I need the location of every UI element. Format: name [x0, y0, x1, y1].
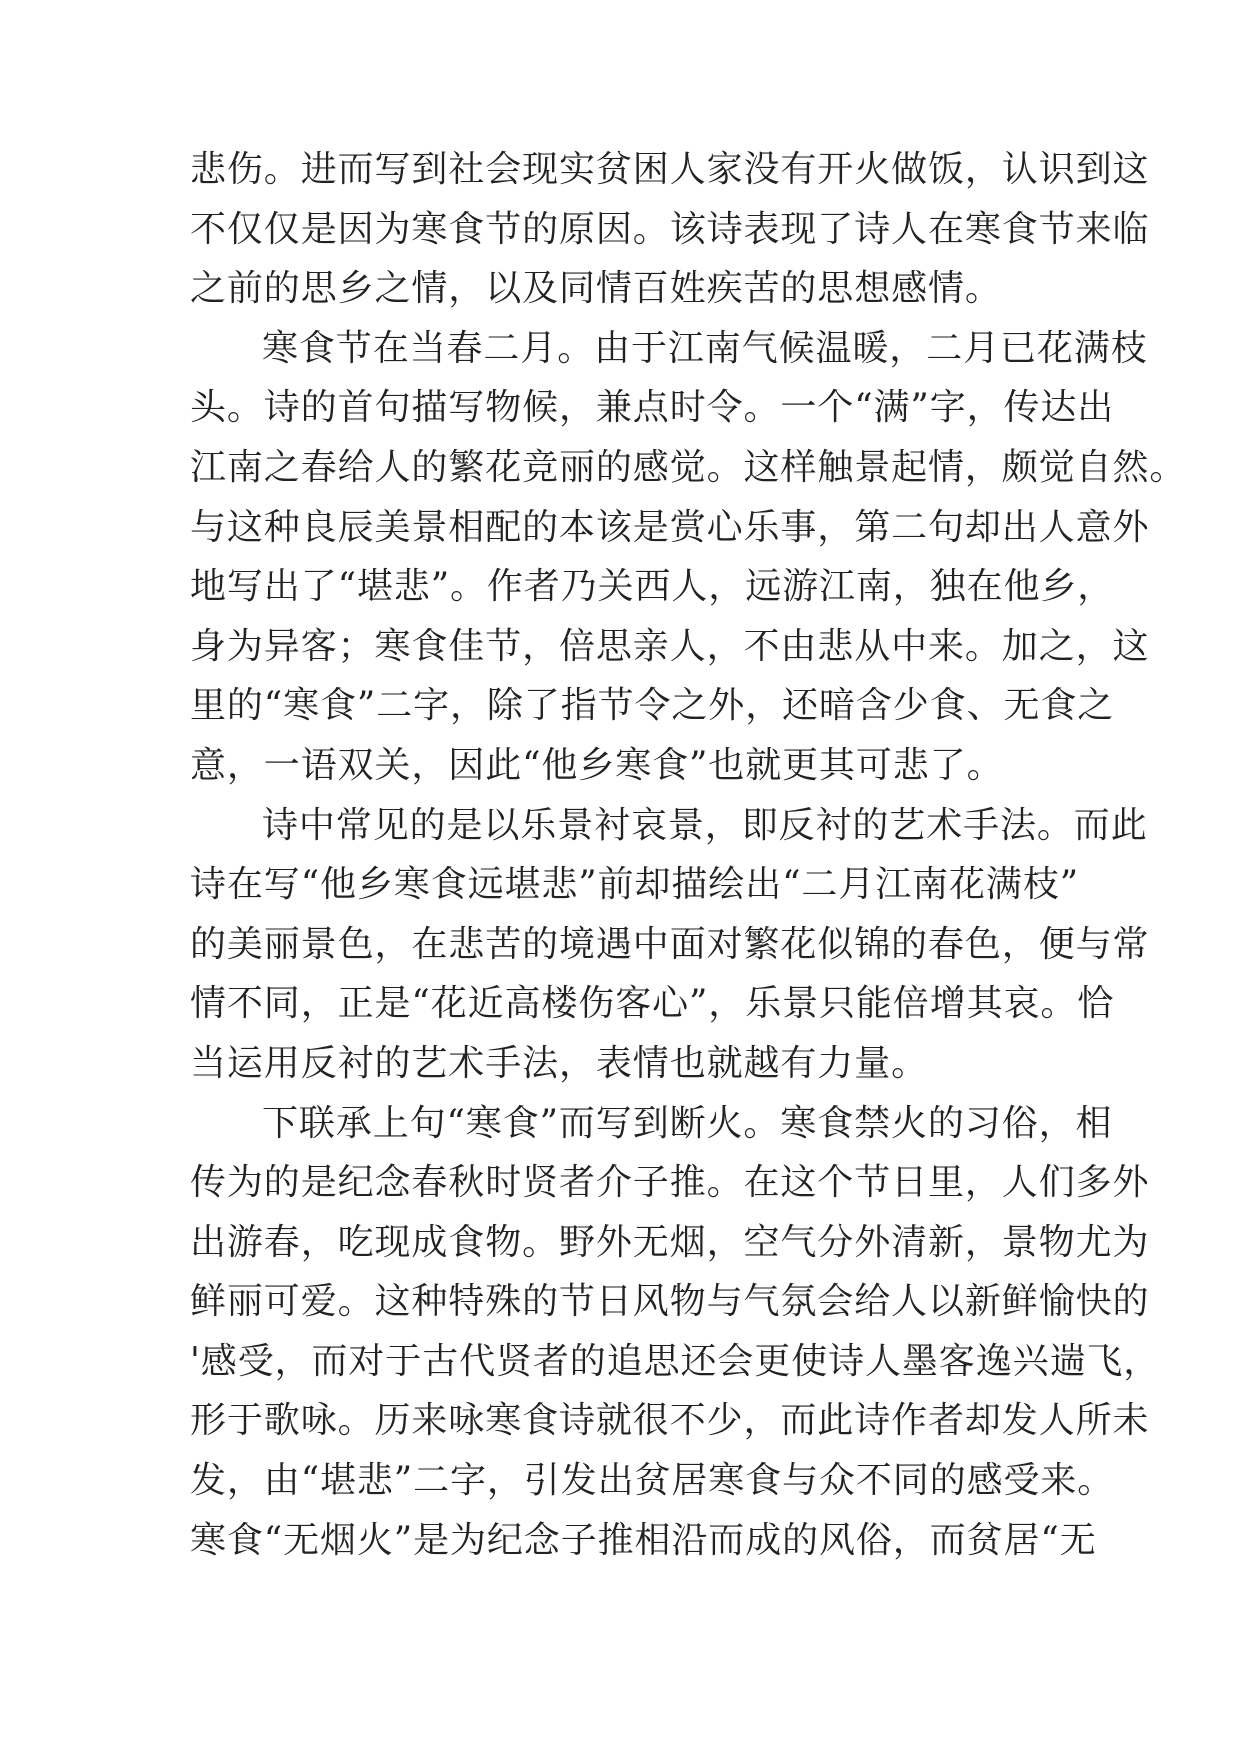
text-line: 悲伤。进而写到社会现实贫困人家没有开火做饭，认识到这: [190, 149, 1150, 190]
text-line: 与这种良辰美景相配的本该是赏心乐事，第二句却出人意外: [190, 506, 1150, 548]
text-line: 不仅仅是因为寒食节的原因。该诗表现了诗人在寒食节来临: [190, 208, 1150, 250]
text-line: 的美丽景色，在悲苦的境遇中面对繁花似锦的春色，便与常: [190, 923, 1150, 965]
text-line: 里的“寒食”二字，除了指节令之外，还暗含少食、无食之: [190, 685, 1115, 727]
text-line: 寒食“无烟火”是为纪念子推相沿而成的风俗，而贫居“无: [190, 1519, 1097, 1561]
paragraph-2: [190, 319, 1187, 796]
text-line: 诗在写“他乡寒食远堪悲”前却描绘出“二月江南花满枝”: [190, 864, 1080, 906]
text-line: 江南之春给人的繁花竞丽的感觉。这样触景起情，颇觉自然。: [190, 446, 1187, 488]
text-line: '感受，而对于古代贤者的追思还会更使诗人墨客逸兴遄飞，: [190, 1340, 1161, 1382]
text-line: 头。诗的首句描写物候，兼点时令。一个“满”字，传达出: [190, 387, 1115, 429]
text-line: 下联承上句“寒食”而写到断火。寒食禁火的习俗，相: [262, 1102, 1113, 1144]
paragraph-3: [190, 796, 1150, 1094]
paragraph-4: [190, 1094, 1161, 1571]
text-line: 当运用反衬的艺术手法，表情也就越有力量。: [190, 1042, 929, 1084]
text-line: 发，由“堪悲”二字，引发出贫居寒食与众不同的感受来。: [190, 1460, 1115, 1502]
text-line: 寒食节在当春二月。由于江南气候温暖，二月已花满枝: [262, 327, 1148, 369]
text-line: 地写出了“堪悲”。作者乃关西人，远游江南，独在他乡，: [190, 566, 1115, 608]
text-line: 传为的是纪念春秋时贤者介子推。在这个节日里，人们多外: [190, 1162, 1150, 1204]
text-line: 情不同，正是“花近高楼伤客心”，乐景只能倍增其哀。恰: [190, 983, 1115, 1025]
text-line: 身为异客；寒食佳节，倍思亲人，不由悲从中来。加之，这: [190, 625, 1150, 667]
body-text: [190, 140, 1187, 1570]
text-line: 诗中常见的是以乐景衬哀景，即反衬的艺术手法。而此: [262, 804, 1148, 846]
text-line: 鲜丽可爱。这种特殊的节日风物与气氛会给人以新鲜愉快的: [190, 1281, 1150, 1323]
text-line: 出游春，吃现成食物。野外无烟，空气分外清新，景物尤为: [190, 1221, 1150, 1263]
text-line: 意，一语双关，因此“他乡寒食”也就更其可悲了。: [190, 744, 1004, 786]
text-line: 之前的思乡之情，以及同情百姓疾苦的思想感情。: [190, 268, 1002, 310]
text-line: 形于歌咏。历来咏寒食诗就很不少，而此诗作者却发人所未: [190, 1400, 1150, 1442]
paragraph-1: [190, 140, 1150, 319]
